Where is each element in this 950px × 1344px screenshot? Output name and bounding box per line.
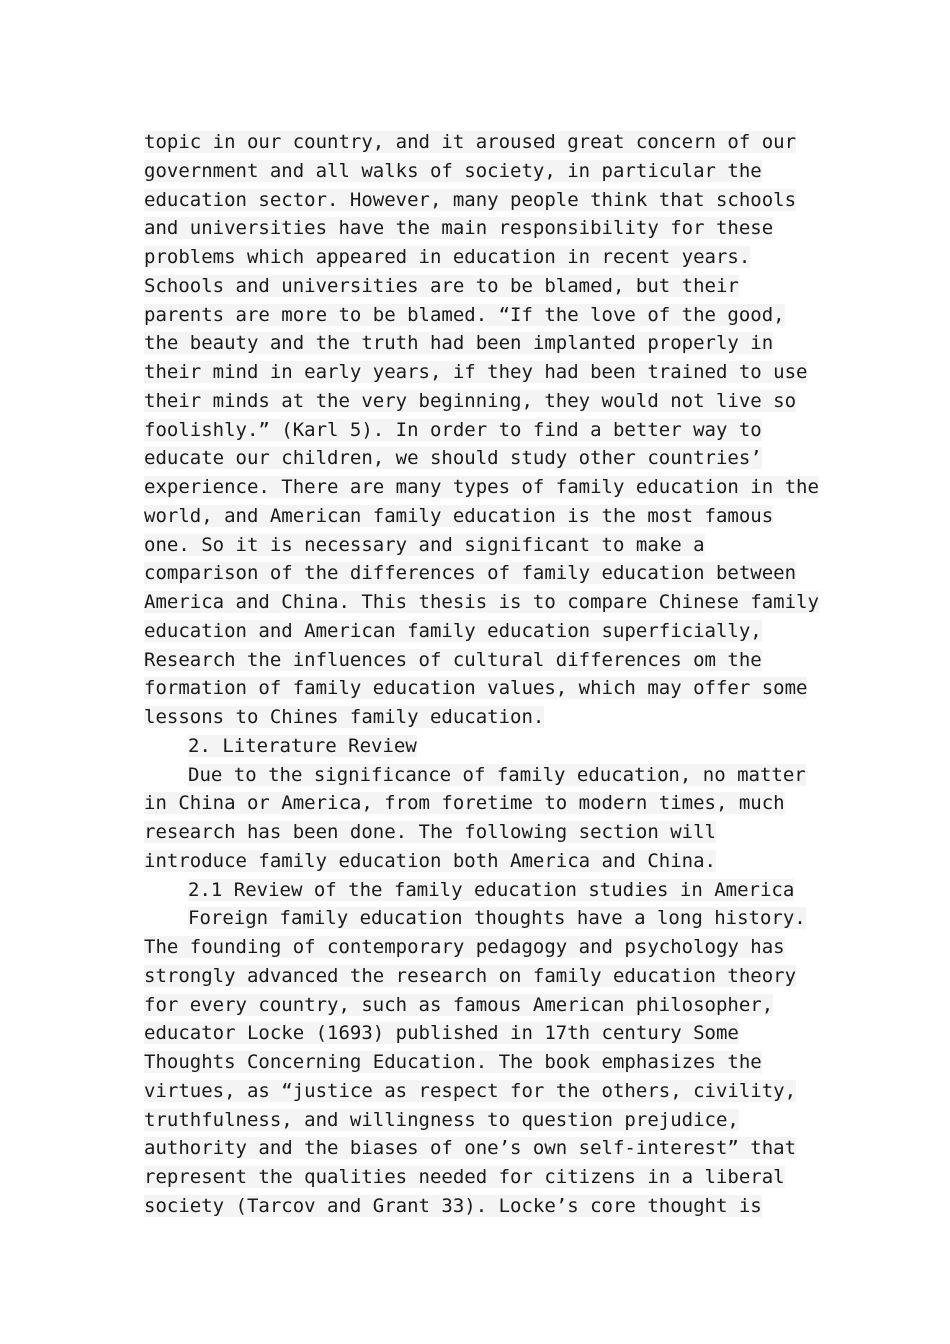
line-text: their minds at the very beginning, they would not live so	[144, 389, 797, 412]
text-line	[144, 186, 824, 215]
line-text: truthfulness, and willingness to question prejudice,	[144, 1108, 739, 1131]
text-line	[144, 1019, 824, 1048]
text-line	[144, 301, 824, 330]
text-line	[144, 1134, 824, 1163]
line-text: experience. There are many types of family education in the	[144, 476, 819, 498]
line-text: lessons to Chines family education.	[144, 706, 545, 728]
text-line	[144, 818, 824, 847]
text-line	[144, 559, 824, 588]
line-text: education sector. However, many people think that schools	[144, 188, 797, 211]
text-line	[144, 617, 824, 646]
text-line	[144, 674, 824, 703]
line-text: education and American family education superficially,	[144, 619, 762, 642]
line-text: virtues, as “justice as respect for the others, civility,	[144, 1079, 797, 1102]
paragraph-first-line	[144, 876, 824, 905]
text-line	[144, 1077, 824, 1106]
text-line	[144, 272, 824, 301]
text-line	[144, 444, 824, 473]
line-text: and universities have the main responsibility for these	[144, 217, 774, 240]
line-text: Foreign family education thoughts have a long history.	[188, 907, 806, 930]
text-line	[144, 416, 824, 445]
line-text: problems which appeared in education in recent years.	[144, 246, 751, 268]
text-line	[144, 243, 824, 272]
line-text: 2. Literature Review	[188, 734, 417, 757]
text-line	[144, 962, 824, 991]
text-line	[144, 588, 824, 617]
line-text: foolishly.” (Karl 5). In order to find a better way to	[144, 418, 762, 441]
text-line	[144, 789, 824, 818]
line-text: educate our children, we should study other countries’	[144, 447, 762, 470]
text-line	[144, 703, 824, 732]
line-text: one. So it is necessary and significant to make a	[144, 533, 705, 556]
line-text: parents are more to be blamed. “If the love of the good,	[144, 303, 785, 326]
line-text: introduce family education both America and China.	[144, 849, 716, 872]
paragraph-first-line	[144, 904, 824, 933]
line-text: research has been done. The following section will	[144, 821, 716, 843]
line-text: government and all walks of society, in particular the	[144, 159, 762, 182]
text-line	[144, 991, 824, 1020]
text-line	[144, 1106, 824, 1135]
line-text: America and China. This thesis is to compare Chinese family	[144, 591, 819, 613]
text-line	[144, 1192, 824, 1221]
line-text: world, and American family education is the most famous	[144, 504, 774, 527]
line-text: society (Tarcov and Grant 33). Locke’s core thought is	[144, 1194, 762, 1217]
text-line	[144, 358, 824, 387]
line-text: topic in our country, and it aroused great concern of our	[144, 131, 797, 153]
line-text: for every country, such as famous American philosopher,	[144, 993, 774, 1016]
text-line	[144, 157, 824, 186]
line-text: comparison of the differences of family education between	[144, 562, 797, 585]
line-text: Schools and universities are to be blamed, but their	[144, 274, 739, 297]
paragraph-first-line	[144, 732, 824, 761]
text-line	[144, 329, 824, 358]
line-text: Research the influences of cultural differences om the	[144, 648, 762, 671]
paragraph-first-line	[144, 761, 824, 790]
text-line	[144, 531, 824, 560]
text-line	[144, 473, 824, 502]
text-line	[144, 1163, 824, 1192]
line-text: authority and the biases of one’s own self-interest” that	[144, 1137, 797, 1160]
line-text: represent the qualities needed for citizens in a liberal	[144, 1166, 785, 1188]
text-line	[144, 502, 824, 531]
text-line	[144, 387, 824, 416]
line-text: Due to the significance of family education, no matter	[188, 763, 806, 786]
line-text: their mind in early years, if they had been trained to use	[144, 361, 808, 383]
line-text: strongly advanced the research on family education theory	[144, 964, 797, 987]
line-text: The founding of contemporary pedagogy and psychology has	[144, 936, 785, 958]
text-line	[144, 847, 824, 876]
text-line	[144, 1048, 824, 1077]
line-text: 2.1 Review of the family education studies in America	[188, 878, 795, 901]
text-line	[144, 214, 824, 243]
body-text	[144, 128, 824, 1221]
line-text: the beauty and the truth had been implanted properly in	[144, 332, 774, 355]
line-text: in China or America, from foretime to modern times, much	[144, 792, 785, 815]
line-text: educator Locke (1693) published in 17th century Some	[144, 1022, 739, 1045]
text-line	[144, 128, 824, 157]
text-line	[144, 933, 824, 962]
text-line	[144, 646, 824, 675]
line-text: Thoughts Concerning Education. The book emphasizes the	[144, 1051, 762, 1073]
line-text: formation of family education values, which may offer some	[144, 677, 808, 700]
